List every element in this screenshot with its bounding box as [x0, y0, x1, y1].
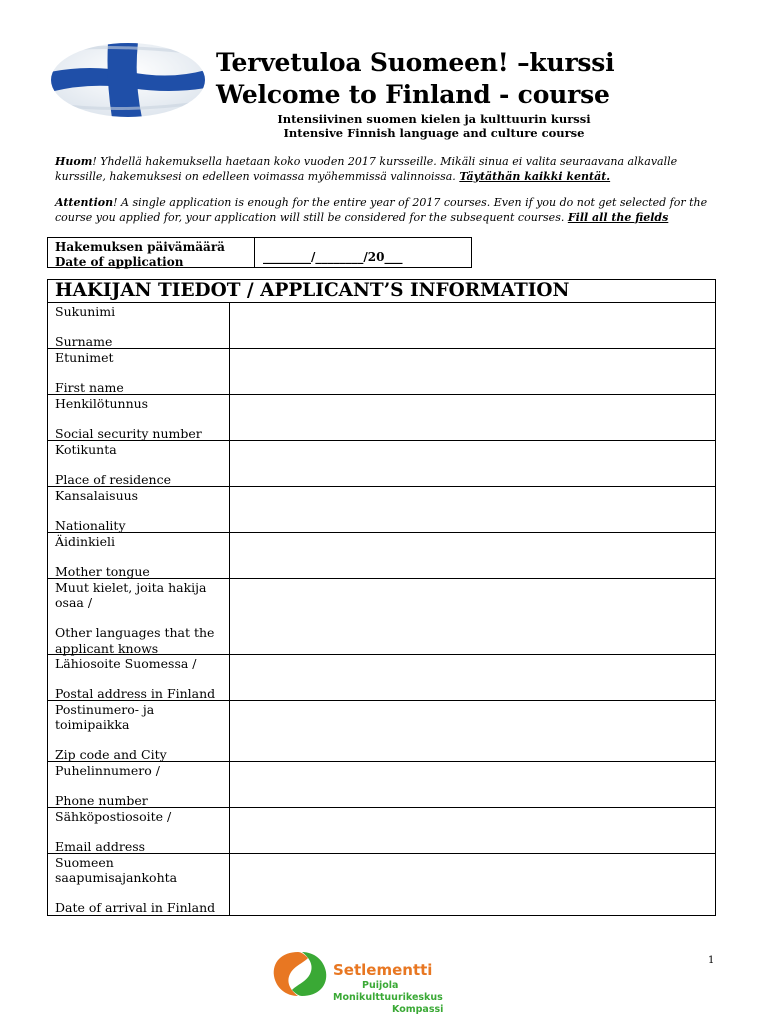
form-row-input[interactable] [230, 701, 715, 761]
finland-flag-image [50, 42, 206, 118]
form-row-label-fi: Etunimet [55, 350, 114, 365]
notice-finnish-emphasis: Täytäthän kaikki kentät. [459, 169, 611, 183]
form-row-label-en: Date of arrival in Finland [55, 900, 216, 916]
subtitle-finnish: Intensiivinen suomen kielen ja kulttuurin kurssi [277, 112, 591, 126]
form-row-label-en: Social security number [55, 426, 202, 442]
form-row-label-en: Email address [55, 839, 146, 855]
form-row-label-en: First name [55, 380, 124, 396]
form-row [48, 854, 715, 915]
notice-english-emphasis: Fill all the fields [567, 210, 669, 224]
form-row-label-fi: Muut kielet, joita hakija osaa / [55, 580, 207, 611]
application-date-label-fi: Hakemuksen päivämäärä [55, 240, 225, 254]
form-row-label [48, 808, 230, 853]
form-row-label-en: Phone number [55, 793, 148, 809]
form-row-input[interactable] [230, 441, 715, 486]
form-row-label [48, 441, 230, 486]
form-row-input[interactable] [230, 655, 715, 700]
form-row-label-en: Mother tongue [55, 564, 150, 580]
form-row-input[interactable] [230, 303, 715, 348]
notice-finnish [55, 155, 725, 184]
form-row [48, 533, 715, 579]
form-row-label-fi: Suomeen saapumisajankohta [55, 855, 178, 886]
logo-line-kompassi: Kompassi [392, 1004, 444, 1015]
form-row-label [48, 303, 230, 348]
form-row-label [48, 533, 230, 578]
notice-finnish-text: ! Yhdellä hakemuksella haetaan koko vuoden 2017 kursseille. Mikäli sinua ei valita seuraavana alkavalle kurssille, hakemuksesi on edelleen voimassa myöhemmissä valinnoissa. [55, 155, 678, 183]
form-row-input[interactable] [230, 762, 715, 807]
form-row-label-fi: Postinumero- ja toimipaikka [55, 702, 155, 733]
notice-english-text: ! A single application is enough for the entire year of 2017 courses. Even if you do not get selected for the course you applied for, your application will still be considered for the subsequent courses. [55, 196, 708, 224]
application-date-label [48, 238, 255, 267]
page-number: 1 [708, 955, 715, 966]
form-row [48, 395, 715, 441]
application-date-label-en: Date of application [55, 255, 184, 269]
form-row-label-fi: Henkilötunnus [55, 396, 149, 411]
application-date-box [47, 237, 472, 268]
form-row-label-fi: Äidinkieli [55, 534, 116, 549]
logo-line-monikulttuurikeskus: Monikulttuurikeskus [333, 992, 443, 1003]
form-row [48, 303, 715, 349]
setlementti-logo-icon [268, 948, 332, 1000]
title-english: Welcome to Finland - course [216, 80, 610, 109]
form-row-label [48, 579, 230, 654]
form-row [48, 655, 715, 701]
logo-line-puijola: Puijola [362, 980, 399, 991]
form-row [48, 579, 715, 655]
logo-name: Setlementti [333, 961, 433, 979]
form-row-label [48, 395, 230, 440]
form-row-input[interactable] [230, 533, 715, 578]
notice-english [55, 196, 725, 225]
form-row-label [48, 487, 230, 532]
form-row-label-en: Other languages that the applicant knows [55, 625, 215, 656]
applicant-information-heading: HAKIJAN TIEDOT / APPLICANT’S INFORMATION [48, 280, 715, 303]
form-row [48, 441, 715, 487]
form-row [48, 349, 715, 395]
form-row-label [48, 701, 230, 761]
form-row [48, 808, 715, 854]
form-row-label-en: Zip code and City [55, 747, 167, 763]
form-row-label-fi: Sähköpostiosoite / [55, 809, 172, 824]
form-row-input[interactable] [230, 395, 715, 440]
form-row-label [48, 854, 230, 915]
form-row-label-fi: Lähiosoite Suomessa / [55, 656, 197, 671]
notice-finnish-lead: Huom [55, 155, 93, 168]
subtitle-english: Intensive Finnish language and culture course [283, 126, 585, 140]
form-row-input[interactable] [230, 808, 715, 853]
title-finnish: Tervetuloa Suomeen! –kurssi [216, 48, 615, 77]
form-row-label-fi: Kansalaisuus [55, 488, 139, 503]
form-row-label-fi: Sukunimi [55, 304, 116, 319]
form-row-label-en: Nationality [55, 518, 126, 534]
application-date-field[interactable]: ________/________/20___ [263, 250, 403, 264]
form-row [48, 762, 715, 808]
applicant-information-table [47, 279, 716, 916]
notice-english-lead: Attention [55, 196, 114, 209]
form-row-input[interactable] [230, 349, 715, 394]
form-row-label [48, 762, 230, 807]
form-row-label-en: Postal address in Finland [55, 686, 216, 702]
form-row-input[interactable] [230, 854, 715, 915]
form-row-label [48, 655, 230, 700]
form-row [48, 487, 715, 533]
form-row-label [48, 349, 230, 394]
form-row-label-en: Surname [55, 334, 113, 350]
form-row-input[interactable] [230, 579, 715, 654]
form-row-label-en: Place of residence [55, 472, 171, 488]
form-row-input[interactable] [230, 487, 715, 532]
form-row-label-fi: Puhelinnumero / [55, 763, 160, 778]
form-row-label-fi: Kotikunta [55, 442, 117, 457]
form-row [48, 701, 715, 762]
